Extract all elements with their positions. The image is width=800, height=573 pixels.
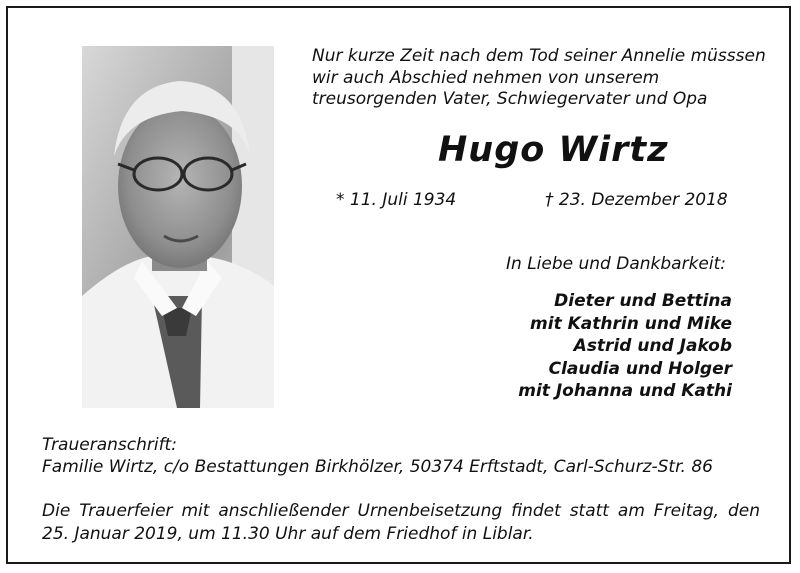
- family-line: Claudia und Holger: [548, 358, 732, 379]
- family-line: Astrid und Jakob: [573, 336, 732, 356]
- family-line: Dieter und Bettina: [554, 291, 732, 311]
- address-label: Traueranschrift:: [42, 435, 177, 455]
- family-line: mit Johanna und Kathi: [518, 381, 732, 401]
- mourning-address: Familie Wirtz, c/o Bestattungen Birkhölzer, 50374 Erftstadt, Carl-Schurz-Str. 86: [42, 457, 713, 477]
- portrait-photo: [82, 46, 274, 408]
- deceased-name: Hugo Wirtz: [438, 130, 669, 170]
- death-date: † 23. Dezember 2018: [545, 190, 728, 210]
- birth-date: * 11. Juli 1934: [336, 190, 457, 210]
- intro-text: Nur kurze Zeit nach dem Tod seiner Annelie müsssen wir auch Abschied nehmen von unserem treusorgenden Vater, Schwiegervater und Opa: [312, 46, 766, 109]
- family-list: [518, 290, 732, 403]
- family-line: mit Kathrin und Mike: [530, 313, 732, 334]
- service-info: Die Trauerfeier mit anschließender Urnenbeisetzung findet statt am Freitag, den 25. Januar 2019, um 11.30 Uhr auf dem Friedhof in Liblar.: [42, 501, 760, 544]
- gratitude-line: In Liebe und Dankbarkeit:: [506, 254, 726, 274]
